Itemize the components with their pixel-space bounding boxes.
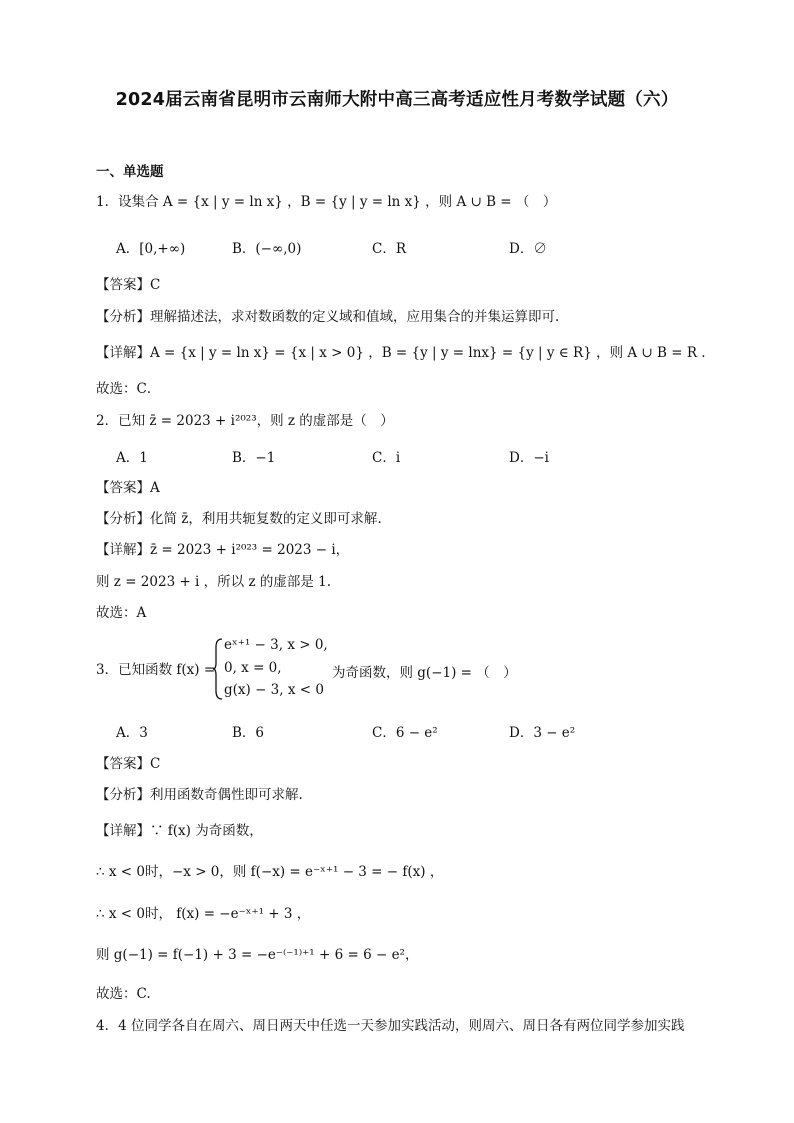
- q3-stem-prefix: 3．已知函数 f(x) =: [96, 662, 216, 678]
- q2-option-c: C．i: [372, 450, 401, 466]
- q2-option-b: B．−1: [232, 450, 276, 466]
- section-heading: 一、单选题: [96, 164, 164, 180]
- q3-answer: 【答案】C: [96, 756, 161, 772]
- q2-answer: 【答案】A: [96, 480, 160, 496]
- q3-choice: 故选：C.: [96, 986, 151, 1002]
- q2-option-d: D．−i: [509, 450, 549, 466]
- q3-analysis: 【分析】利用函数奇偶性即可求解.: [96, 787, 303, 803]
- q1-detail: 【详解】A = {x | y = ln x} = {x | x > 0} ，B = {y | y = lnx} = {y | y ∈ R} ，则 A ∪ B = R .: [96, 345, 706, 361]
- q2-stem: 2．已知 z̄ = 2023 + i²⁰²³，则 z 的虚部是（ ）: [96, 413, 394, 429]
- q3-detail-1: 【详解】∵ f(x) 为奇函数，: [96, 823, 263, 839]
- q1-choice: 故选：C．: [96, 381, 161, 397]
- piecewise-brace: [212, 637, 224, 701]
- q4-stem: 4．4 位同学各自在周六、周日两天中任选一天参加实践活动，则周六、周日各有两位同学参加实践: [96, 1018, 685, 1034]
- q1-option-c: C．R: [372, 241, 406, 257]
- q3-detail-4: 则 g(−1) = f(−1) + 3 = −e⁻⁽⁻¹⁾⁺¹ + 6 = 6 − e²，: [96, 947, 419, 963]
- q3-piece-2: 0, x = 0,: [224, 660, 282, 676]
- q2-detail-2: 则 z = 2023 + i ，所以 z 的虚部是 1.: [96, 574, 332, 590]
- q1-option-a: A．[0,+∞): [116, 241, 186, 257]
- q3-option-d: D．3 − e²: [509, 725, 576, 741]
- q3-option-c: C．6 − e²: [372, 725, 438, 741]
- q3-piece-1: eˣ⁺¹ − 3, x > 0,: [224, 637, 328, 653]
- q1-stem: 1．设集合 A = {x | y = ln x} ，B = {y | y = ln x} ，则 A ∪ B = （ ）: [96, 194, 557, 210]
- q3-option-b: B．6: [232, 725, 265, 741]
- q2-analysis: 【分析】化简 z̄，利用共轭复数的定义即可求解.: [96, 511, 382, 527]
- q2-detail-1: 【详解】z̄ = 2023 + i²⁰²³ = 2023 − i，: [96, 542, 350, 558]
- q3-piece-3: g(x) − 3, x < 0: [224, 682, 324, 698]
- q2-choice: 故选：A: [96, 605, 147, 621]
- q2-option-a: A．1: [116, 450, 148, 466]
- q3-detail-2: ∴ x < 0时，−x > 0，则 f(−x) = e⁻ˣ⁺¹ − 3 = − f(x) ，: [96, 864, 444, 880]
- q1-analysis: 【分析】理解描述法，求对数函数的定义域和值域，应用集合的并集运算即可.: [96, 309, 560, 325]
- q1-option-b: B．(−∞,0): [232, 241, 302, 257]
- q3-stem-suffix: 为奇函数，则 g(−1) = （ ）: [332, 665, 517, 681]
- q1-answer: 【答案】C: [96, 277, 161, 293]
- document-title: 2024届云南省昆明市云南师大附中高三高考适应性月考数学试题（六）: [115, 90, 679, 110]
- q3-option-a: A．3: [116, 725, 148, 741]
- q3-detail-3: ∴ x < 0时， f(x) = −e⁻ˣ⁺¹ + 3 ，: [96, 906, 311, 922]
- q1-option-d: D．∅: [509, 241, 547, 257]
